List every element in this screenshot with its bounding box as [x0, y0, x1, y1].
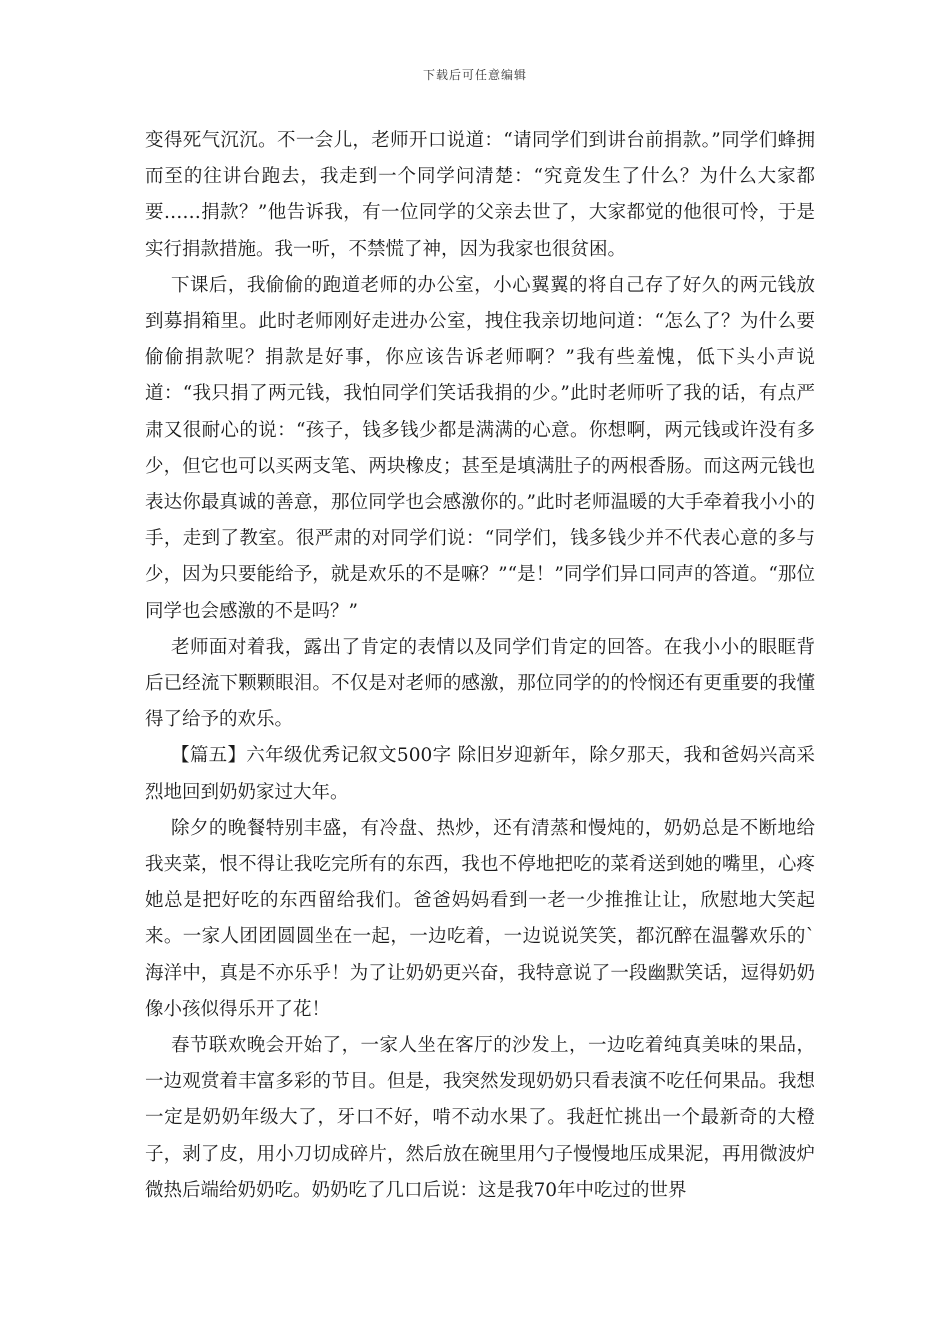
section-heading-paragraph: 【篇五】六年级优秀记叙文500字 除旧岁迎新年，除夕那天，我和爸妈兴高采烈地回到奶奶家过大年。: [145, 745, 815, 803]
page-header: 下载后可任意编辑: [422, 68, 527, 82]
paragraph: 变得死气沉沉。不一会儿，老师开口说道：“请同学们到讲台前捐款。”同学们蜂拥而至的往讲台跑去，我走到一个同学问清楚：“究竟发生了什么？为什么大家都要……捐款？”他告诉我，有一位同学的父亲去世了，大家都觉的他很可怜，于是实行捐款措施。我一听，不禁慌了神，因为我家也很贫困。: [145, 130, 815, 260]
paragraph: 下课后，我偷偷的跑道老师的办公室，小心翼翼的将自己存了好久的两元钱放到募捐箱里。此时老师刚好走进办公室，拽住我亲切地问道：“怎么了？为什么要偷偷捐款呢？捐款是好事，你应该告诉老师啊？”我有些羞愧，低下头小声说道：“我只捐了两元钱，我怕同学们笑话我捐的少。”此时老师听了我的话，有点严肃又很耐心的说：“孩子，钱多钱少都是满满的心意。你想啊，两元钱或许没有多少，但它也可以买两支笔、两块橡皮；甚至是填满肚子的两根香肠。而这两元钱也表达你最真诚的善意，那位同学也会感激你的。”此时老师温暖的大手牵着我小小的手，走到了教室。很严肃的对同学们说：“同学们，钱多钱少并不代表心意的多与少，因为只要能给予，就是欢乐的不是嘛？”“是！”同学们异口同声的答道。“那位同学也会感激的不是吗？”: [145, 274, 815, 622]
paragraph: 除夕的晚餐特别丰盛，有冷盘、热炒，还有清蒸和慢炖的，奶奶总是不断地给我夹菜，恨不得让我吃完所有的东西，我也不停地把吃的菜肴送到她的嘴里，心疼她总是把好吃的东西留给我们。爸爸妈妈看到一老一少推推让让，欣慰地大笑起来。一家人团团圆圆坐在一起，一边吃着，一边说说笑笑，都沉醉在温馨欢乐的`海洋中，真是不亦乐乎！为了让奶奶更兴奋，我特意说了一段幽默笑话，逗得奶奶像小孩似得乐开了花！: [145, 817, 815, 1020]
paragraph: 老师面对着我，露出了肯定的表情以及同学们肯定的回答。在我小小的眼眶背后已经流下颗颗眼泪。不仅是对老师的感激，那位同学的的怜悯还有更重要的我懂得了给予的欢乐。: [145, 636, 815, 731]
document-body: [145, 123, 815, 1209]
paragraph: 春节联欢晚会开始了，一家人坐在客厅的沙发上，一边吃着纯真美味的果品，一边观赏着丰富多彩的节目。但是，我突然发现奶奶只看表演不吃任何果品。我想一定是奶奶年级大了，牙口不好，啃不动水果了。我赶忙挑出一个最新奇的大橙子，剥了皮，用小刀切成碎片，然后放在碗里用勺子慢慢地压成果泥，再用微波炉微热后端给奶奶吃。奶奶吃了几口后说：这是我70年中吃过的世界: [145, 1035, 815, 1201]
